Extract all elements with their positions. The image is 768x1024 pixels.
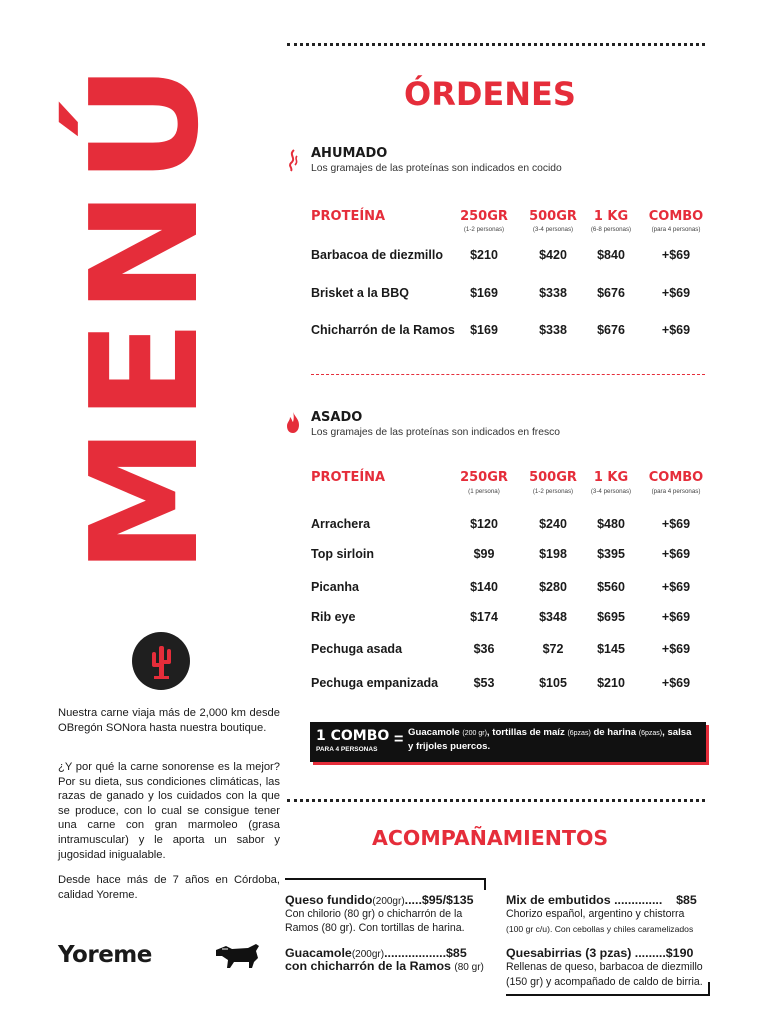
ahumado-title: AHUMADO xyxy=(311,146,388,161)
ahumado-sub-500: (3-4 personas) xyxy=(532,226,574,233)
row-name: Pechuga asada xyxy=(311,642,403,656)
row-name: Rib eye xyxy=(311,610,356,624)
price-combo: +$69 xyxy=(661,580,691,594)
price-combo: +$69 xyxy=(661,323,691,337)
acomp-title: ACOMPAÑAMIENTOS xyxy=(372,826,609,850)
row-name: Arrachera xyxy=(311,517,371,531)
ahumado-header-500: 500GR xyxy=(529,209,577,224)
item-queso-desc: Con chilorio (80 gr) o chicharrón de la Ramos (80 gr). Con tortillas de harina. xyxy=(285,908,465,934)
row-name: Barbacoa de diezmillo xyxy=(311,248,443,262)
price-250: $53 xyxy=(473,676,495,690)
item-guacamole-line2: con chicharrón de la Ramos (80 gr) xyxy=(285,959,484,973)
divider-top xyxy=(287,43,705,46)
asado-header-proteina: PROTEÍNA xyxy=(311,470,386,485)
item-quesa-desc2: (150 gr) y acompañado de caldo de birria. xyxy=(506,976,703,988)
price-1kg: $695 xyxy=(597,610,625,624)
price-250: $36 xyxy=(473,642,495,656)
price-combo: +$69 xyxy=(661,610,691,624)
price-250: $169 xyxy=(470,286,498,300)
price-500: $105 xyxy=(539,676,567,690)
row-name: Pechuga empanizada xyxy=(311,676,439,690)
price-1kg: $395 xyxy=(597,547,625,561)
price-1kg: $676 xyxy=(597,323,625,337)
asado-header-1kg: 1 KG xyxy=(593,470,629,485)
item-corner-mark-bottom xyxy=(708,982,710,996)
price-500: $280 xyxy=(539,580,567,594)
ahumado-header-1kg: 1 KG xyxy=(593,209,629,224)
price-combo: +$69 xyxy=(661,642,691,656)
price-1kg: $840 xyxy=(597,248,625,262)
price-combo: +$69 xyxy=(661,517,691,531)
row-name: Brisket a la BBQ xyxy=(311,286,409,300)
price-500: $240 xyxy=(539,517,567,531)
price-250: $169 xyxy=(470,323,498,337)
combo-label: 1 COMBO xyxy=(316,728,390,744)
combo-desc-line1: Guacamole (200 gr), tortillas de maíz (6pzas) de harina (6pzas), salsa xyxy=(408,727,692,738)
combo-equals: = xyxy=(394,731,404,748)
asado-header-250: 250GR xyxy=(460,470,508,485)
item-quesabirrias: Quesabirrias (3 pzas) .........$190 xyxy=(506,946,694,960)
price-500: $72 xyxy=(542,642,564,656)
item-mix-desc1: Chorizo español, argentino y chistorra xyxy=(506,908,685,920)
ahumado-header-combo: COMBO xyxy=(648,209,704,224)
item-rule xyxy=(285,878,486,880)
asado-sub-250: (1 persona) xyxy=(468,488,500,495)
row-name: Picanha xyxy=(311,580,359,594)
row-name: Top sirloin xyxy=(311,547,374,561)
price-combo: +$69 xyxy=(661,248,691,262)
intro-paragraph-1: Nuestra carne viaja más de 2,000 km desde OBregón SONora hasta nuestra boutique. xyxy=(58,707,280,734)
ahumado-sub-combo: (para 4 personas) xyxy=(651,226,701,233)
asado-sub-combo: (para 4 personas) xyxy=(651,488,701,495)
smoke-icon xyxy=(285,148,301,177)
item-quesa-desc1: Rellenas de queso, barbacoa de diezmillo xyxy=(506,961,703,973)
yoreme-logo: Yoreme xyxy=(58,942,152,968)
asado-header-500: 500GR xyxy=(529,470,577,485)
intro-paragraph-2: ¿Y por qué la carne sonorense es la mejor? Por su dieta, sus condiciones climáticas, las razas de ganado y los cuidados con la que se produce, con lo cual se consigue tener una carne con gran marmoleo (grasa intramuscular) y le aporta un sabor y jugosidad inigualable. xyxy=(58,761,280,861)
item-queso-fundido: Queso fundido(200gr).....$95/$135 xyxy=(285,893,474,907)
price-1kg: $560 xyxy=(597,580,625,594)
price-250: $120 xyxy=(470,517,498,531)
price-500: $420 xyxy=(539,248,567,262)
item-mix-desc2: (100 gr c/u). Con cebollas y chiles caramelizados xyxy=(506,924,694,934)
intro-paragraph-3: Desde hace más de 7 años en Córdoba, calidad Yoreme. xyxy=(58,874,280,901)
combo-desc-line2: y frijoles puercos. xyxy=(408,741,491,752)
item-rule-bottom xyxy=(506,994,710,996)
combo-sub: PARA 4 PERSONAS xyxy=(316,746,378,753)
menu-title: MENÚ xyxy=(59,57,231,575)
row-name: Chicharrón de la Ramos xyxy=(311,323,455,337)
asado-sub-1kg: (3-4 personas) xyxy=(590,488,632,495)
ahumado-header-proteina: PROTEÍNA xyxy=(311,209,386,224)
price-1kg: $145 xyxy=(597,642,625,656)
price-250: $210 xyxy=(470,248,498,262)
price-500: $348 xyxy=(539,610,567,624)
ahumado-header-250: 250GR xyxy=(460,209,508,224)
section-divider xyxy=(311,374,705,375)
asado-sub-500: (1-2 personas) xyxy=(532,488,574,495)
divider-middle xyxy=(287,799,705,802)
price-1kg: $480 xyxy=(597,517,625,531)
price-250: $99 xyxy=(473,547,495,561)
asado-title: ASADO xyxy=(311,410,363,425)
price-combo: +$69 xyxy=(661,286,691,300)
price-combo: +$69 xyxy=(661,676,691,690)
asado-note: Los gramajes de las proteínas son indicados en fresco xyxy=(311,427,560,438)
item-guacamole: Guacamole(200gr)..................$85 xyxy=(285,946,467,960)
price-500: $338 xyxy=(539,286,567,300)
ahumado-sub-1kg: (6-8 personas) xyxy=(590,226,632,233)
price-combo: +$69 xyxy=(661,547,691,561)
ahumado-sub-250: (1-2 personas) xyxy=(463,226,505,233)
item-mix-embutidos: Mix de embutidos .............. $85 xyxy=(506,893,697,907)
ahumado-note: Los gramajes de las proteínas son indicados en cocido xyxy=(311,163,562,174)
price-250: $140 xyxy=(470,580,498,594)
cactus-seal-icon xyxy=(132,632,190,690)
price-1kg: $676 xyxy=(597,286,625,300)
price-500: $338 xyxy=(539,323,567,337)
flame-icon xyxy=(285,410,301,439)
combo-banner xyxy=(310,722,706,762)
bull-icon xyxy=(212,940,264,975)
asado-header-combo: COMBO xyxy=(648,470,704,485)
price-500: $198 xyxy=(539,547,567,561)
price-1kg: $210 xyxy=(597,676,625,690)
price-250: $174 xyxy=(470,610,498,624)
